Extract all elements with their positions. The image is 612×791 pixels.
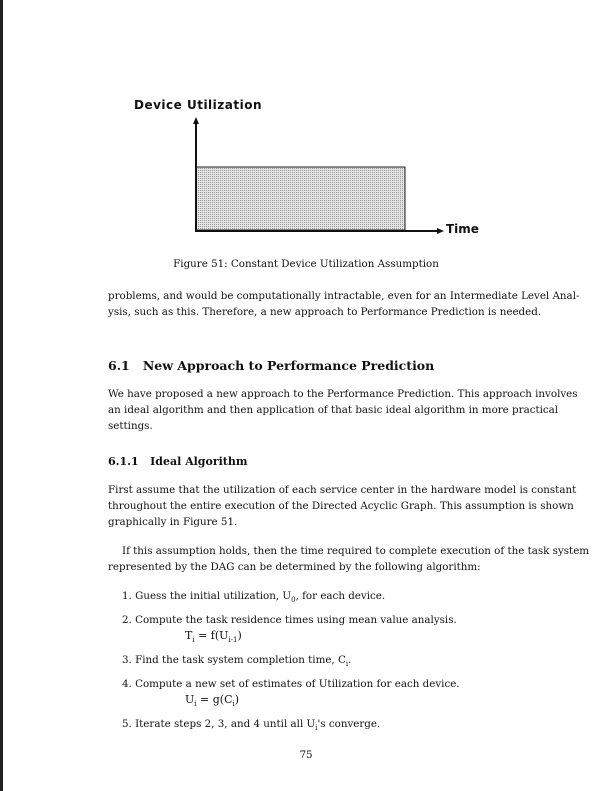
paragraph-line: We have proposed a new approach to the Performance Prediction. This approach involves <box>108 388 578 400</box>
subscript: i <box>315 724 318 733</box>
x-axis-arrow <box>437 228 444 234</box>
paragraph-line: throughout the entire execution of the Directed Acyclic Graph. This assumption is shown <box>108 500 574 512</box>
algorithm-step-4: 4. Compute a new set of estimates of Utilization for each device. <box>122 678 460 690</box>
equation-2 <box>185 693 239 708</box>
paragraph-line: ysis, such as this. Therefore, a new approach to Performance Prediction is needed. <box>108 306 542 318</box>
utilization-bar <box>196 167 405 230</box>
paragraph-line: settings. <box>108 420 153 432</box>
step-text: 3. Find the task system completion time, C <box>122 654 346 666</box>
paragraph-line: First assume that the utilization of each service center in the hardware model is constant <box>108 484 577 496</box>
subsection-number: 6.1.1 <box>108 455 139 468</box>
paragraph-line: problems, and would be computationally intractable, even for an Intermediate Level Anal- <box>108 290 580 302</box>
section-heading <box>108 358 434 373</box>
paragraph-line: If this assumption holds, then the time required to complete execution of the task system <box>122 545 590 557</box>
subscript: i-1 <box>228 636 238 645</box>
subscript: i <box>192 636 195 645</box>
algorithm-step-2: 2. Compute the task residence times using mean value analysis. <box>122 614 457 626</box>
step-text: . <box>348 654 352 666</box>
eq-part: ) <box>237 629 242 642</box>
figure-y-label: Device Utilization <box>134 98 263 112</box>
subscript: i <box>194 700 197 709</box>
algorithm-step-5 <box>122 718 380 732</box>
algorithm-step-1 <box>122 590 385 604</box>
subscript: i <box>345 660 349 669</box>
paragraph-line: graphically in Figure 51. <box>108 516 238 528</box>
algorithm-step-3 <box>122 654 351 668</box>
section-title: New Approach to Performance Prediction <box>142 358 435 373</box>
eq-part: U <box>185 693 195 706</box>
subsection-title: Ideal Algorithm <box>150 455 248 468</box>
subscript: 0 <box>291 596 296 605</box>
subsection-heading <box>108 455 248 468</box>
eq-part: ) <box>234 693 240 706</box>
figure-x-label: Time <box>446 222 479 236</box>
step-text: , for each device. <box>295 590 386 602</box>
eq-part: = g(C <box>196 693 233 706</box>
step-text: 1. Guess the initial utilization, U <box>122 590 292 602</box>
page-number: 75 <box>299 749 313 761</box>
figure-caption: Figure 51: Constant Device Utilization Assumption <box>173 258 439 270</box>
paragraph-line: represented by the DAG can be determined by the following algorithm: <box>108 561 481 573</box>
section-number: 6.1 <box>108 358 130 373</box>
subscript: i <box>232 700 235 709</box>
paragraph-line: an ideal algorithm and then application of that basic ideal algorithm in more practical <box>108 404 559 416</box>
step-text: 5. Iterate steps 2, 3, and 4 until all U <box>122 718 316 730</box>
step-text: 's converge. <box>317 718 381 730</box>
equation-1 <box>185 629 242 644</box>
eq-part: = f(U <box>194 629 229 642</box>
eq-part: T <box>185 629 193 642</box>
y-axis-arrow <box>193 117 199 124</box>
